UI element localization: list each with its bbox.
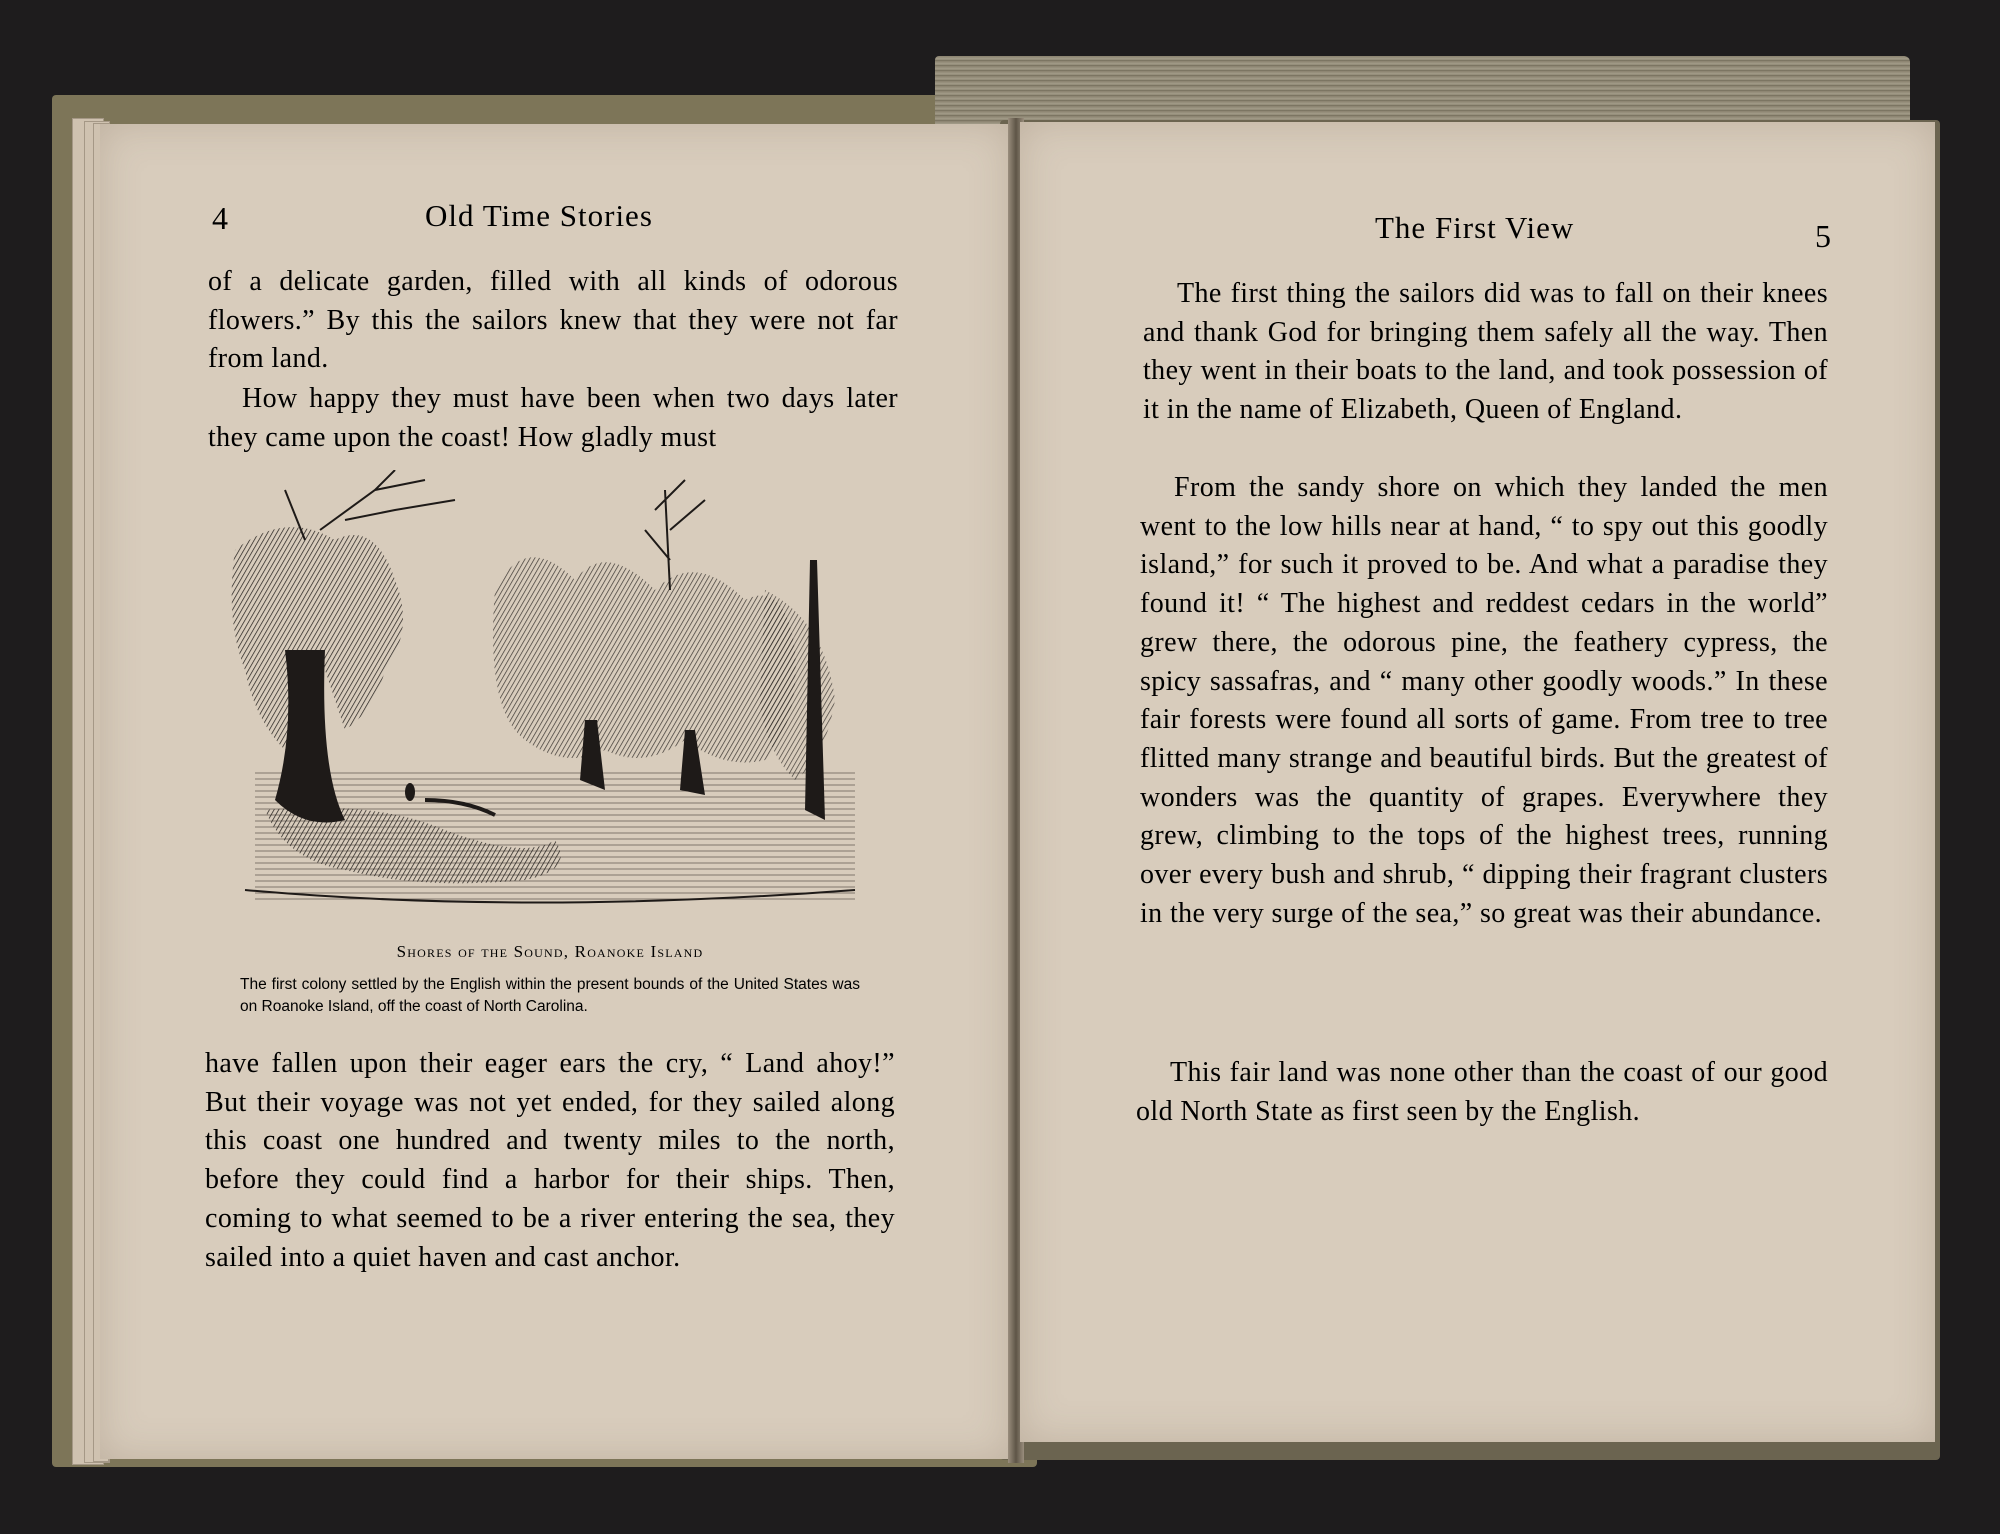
left-paragraph-3: have fallen upon their eager ears the cry, “ Land ahoy!” But their voyage was not yet ended, for they sailed along this coast one hundred and twenty miles to the north, before they could find a harbor for their ships. Then, coming to what seemed to be a river entering the sea, they sailed into a quiet haven and cast anchor. bbox=[205, 1048, 895, 1273]
running-head-left: Old Time Stories bbox=[425, 198, 653, 233]
right-paragraph-1: The first thing the sailors did was to fall on their knees and thank God for bringing them safely all the way. Then they went in their boats to the land, and took possession of it in the name of Elizabeth, Queen of England. bbox=[1143, 278, 1828, 426]
left-paragraph-2: How happy they must have been when two days later they came upon the coast! How gladly must bbox=[208, 383, 898, 453]
right-paragraph-3: This fair land was none other than the coast of our good old North State as first seen by the English. bbox=[1136, 1057, 1828, 1127]
running-head-right: The First View bbox=[1375, 210, 1575, 245]
swamp-engraving-illustration bbox=[225, 470, 875, 930]
left-paragraph-1: of a delicate garden, filled with all kinds of odorous flowers.” By this the sailors knew that they were not far from land. bbox=[208, 266, 898, 375]
right-paragraph-2: From the sandy shore on which they landed the men went to the low hills near at hand, “ to spy out this goodly island,” for such it proved to be. And what a paradise they found it! “ The highest and reddest cedars in the world” grew there, the odorous pine, the feathery cypress, the spicy sassafras, and “ many other goodly woods.” In these fair forests were found all sorts of game. From tree to tree flitted many strange and beautiful birds. But the greatest of wonders was the quantity of grapes. Everywhere they grew, climbing to the tops of the highest trees, running over every bush and shrub, “ dipping their fragrant clusters in the very surge of the sea,” so great was their abundance. bbox=[1140, 472, 1828, 929]
page-number-left: 4 bbox=[212, 200, 228, 236]
page-number-right: 5 bbox=[1815, 218, 1831, 254]
illustration-caption: The first colony settled by the English within the present bounds of the United States was on Roanoke Island, off the coast of North Carolina. bbox=[240, 976, 860, 1015]
illustration-title: Shores of the Sound, Roanoke Island bbox=[396, 942, 704, 961]
